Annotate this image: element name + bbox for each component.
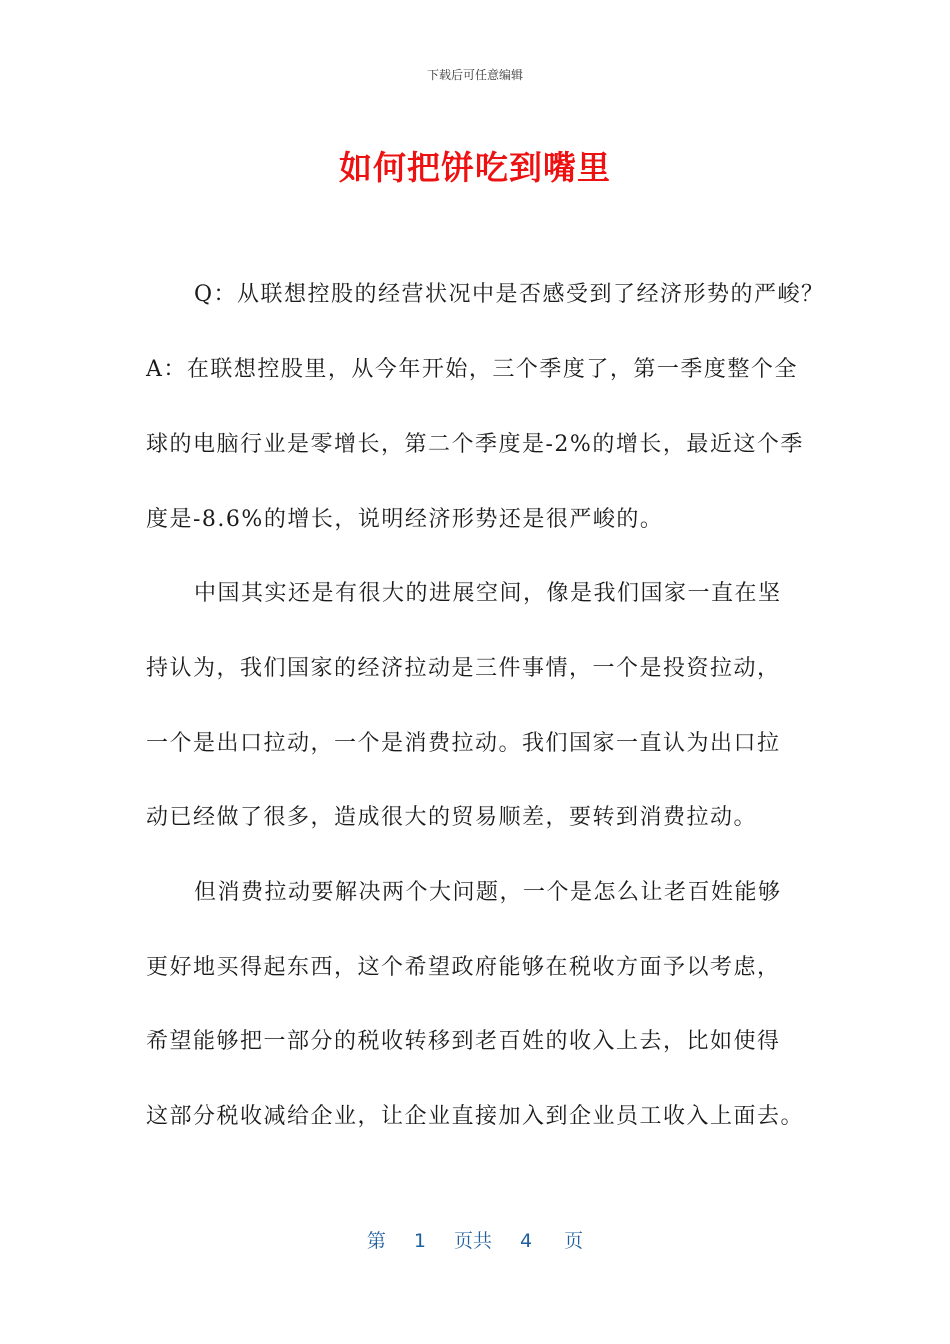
- page-header-note: 下载后可任意编辑: [426, 68, 523, 82]
- paragraph-line: 度是-8.6%的增长，说明经济形势还是很严峻的。: [146, 507, 664, 532]
- paragraph-line: 一个是出口拉动，一个是消费拉动。我们国家一直认为出口拉: [146, 731, 781, 756]
- document-title: 如何把饼吃到嘴里: [339, 148, 611, 187]
- page-number-footer: [0, 1226, 950, 1253]
- paragraph-line: 更好地买得起东西，这个希望政府能够在税收方面予以考虑，: [146, 955, 781, 980]
- footer-middle: 页共: [453, 1230, 492, 1252]
- paragraph-line: 球的电脑行业是零增长，第二个季度是-2%的增长，最近这个季: [146, 432, 804, 457]
- footer-total-pages: 4: [520, 1230, 533, 1252]
- paragraph-line: 动已经做了很多，造成很大的贸易顺差，要转到消费拉动。: [146, 805, 758, 830]
- paragraph-line: A：在联想控股里，从今年开始，三个季度了，第一季度整个全: [146, 357, 798, 382]
- paragraph-line: 中国其实还是有很大的进展空间，像是我们国家一直在坚: [194, 581, 782, 606]
- footer-suffix: 页: [564, 1230, 584, 1252]
- footer-current-page: 1: [413, 1230, 426, 1252]
- paragraph-line: 但消费拉动要解决两个大问题，一个是怎么让老百姓能够: [194, 880, 782, 905]
- paragraph-line: 持认为，我们国家的经济拉动是三件事情，一个是投资拉动，: [146, 656, 781, 681]
- footer-prefix: 第: [366, 1230, 386, 1252]
- paragraph-line: 这部分税收减给企业，让企业直接加入到企业员工收入上面去。: [146, 1104, 805, 1129]
- paragraph-line: Q：从联想控股的经营状况中是否感受到了经济形势的严峻？: [194, 282, 825, 307]
- paragraph-line: 希望能够把一部分的税收转移到老百姓的收入上去，比如使得: [146, 1029, 781, 1054]
